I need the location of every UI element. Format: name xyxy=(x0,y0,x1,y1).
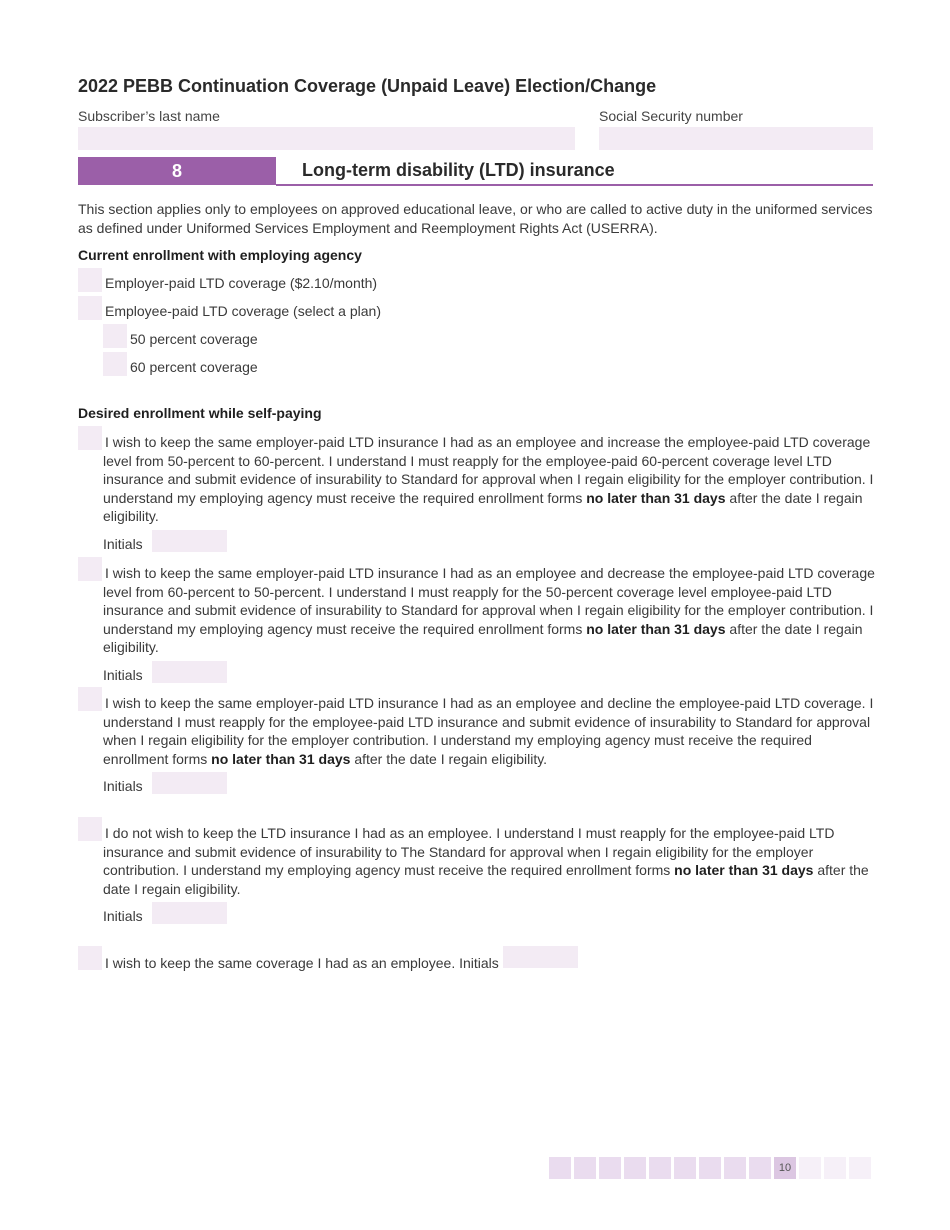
ssn-label: Social Security number xyxy=(599,108,743,124)
desired-enrollment-heading: Desired enrollment while self-paying xyxy=(78,405,322,421)
option-decrease-text: I wish to keep the same employer-paid LTD insurance I had as an employee and decrease the employee-paid LTD coverage level from 60-percent to 50-percent. I understand I must reapply for the 50-percent coverage level employee-paid LTD insurance and submit evidence of insurability to Standard for approval when I regain eligibility for the employer contribution. I understand my employing agency must receive the required enrollment forms no later than 31 days after the date I regain eligibility. xyxy=(103,565,875,656)
page-tab xyxy=(599,1157,621,1179)
plan-60-label: 60 percent coverage xyxy=(130,359,258,375)
plan-50-checkbox[interactable] xyxy=(103,324,127,348)
option-decline-checkbox[interactable] xyxy=(78,687,102,711)
page-tab xyxy=(749,1157,771,1179)
initials-field-3[interactable] xyxy=(152,772,227,794)
page-tab xyxy=(824,1157,846,1179)
option-terminate-checkbox[interactable] xyxy=(78,817,102,841)
section-number: 8 xyxy=(78,157,276,185)
page-tab xyxy=(674,1157,696,1179)
plan-60-checkbox[interactable] xyxy=(103,352,127,376)
employee-paid-checkbox[interactable] xyxy=(78,296,102,320)
initials-label: Initials xyxy=(103,778,143,794)
option-increase-checkbox[interactable] xyxy=(78,426,102,450)
option-decrease-checkbox[interactable] xyxy=(78,557,102,581)
page-tab xyxy=(624,1157,646,1179)
employee-paid-label: Employee-paid LTD coverage (select a plan) xyxy=(105,303,381,319)
option-decline-text: I wish to keep the same employer-paid LTD insurance I had as an employee and decline the employee-paid LTD coverage. I understand I must reapply for the employee-paid LTD insurance and submit evidence of insurability to Standard for approval when I regain eligibility for the employer contribution. I understand my employing agency must receive the required enrollment forms no later than 31 days after the date I regain eligibility. xyxy=(103,695,874,767)
page-indicator xyxy=(549,1157,871,1179)
option-increase-text: I wish to keep the same employer-paid LTD insurance I had as an employee and increase the employee-paid LTD coverage level from 50-percent to 60-percent. I understand I must reapply for the employee-paid 60-percent coverage level LTD insurance and submit evidence of insurability to Standard for approval when I regain eligibility for the employer contribution. I understand my employing agency must receive the required enrollment forms no later than 31 days after the date I regain eligibility. xyxy=(103,434,874,525)
employer-paid-label: Employer-paid LTD coverage ($2.10/month) xyxy=(105,275,378,291)
initials-label: Initials xyxy=(103,536,143,552)
section-divider xyxy=(276,184,873,186)
page-tab xyxy=(574,1157,596,1179)
plan-50-label: 50 percent coverage xyxy=(130,331,258,347)
page-number: 10 xyxy=(774,1157,796,1179)
page-tab xyxy=(724,1157,746,1179)
initials-label: Initials xyxy=(103,667,143,683)
page-tab xyxy=(649,1157,671,1179)
last-name-label: Subscriber’s last name xyxy=(78,108,220,124)
page-tab xyxy=(849,1157,871,1179)
option-keep-same-checkbox[interactable] xyxy=(78,946,102,970)
option-terminate-text: I do not wish to keep the LTD insurance I had as an employee. I understand I must reapply for the employee-paid LTD insurance and submit evidence of insurability to The Standard for approval when I regain eligibility for the employer contribution. I understand my employing agency must receive the required enrollment forms no later than 31 days after the date I regain eligibility. xyxy=(103,825,869,897)
option-keep-same-text: I wish to keep the same coverage I had as an employee. Initials xyxy=(105,955,499,971)
initials-field-4[interactable] xyxy=(152,902,227,924)
page-tab xyxy=(699,1157,721,1179)
section-intro: This section applies only to employees on approved educational leave, or who are called to active duty in the uniformed services as defined under Uniformed Services Employment and Reemployment Rights Act (USERRA). xyxy=(78,201,873,236)
ssn-field[interactable] xyxy=(599,127,873,150)
initials-field-1[interactable] xyxy=(152,530,227,552)
page-title: 2022 PEBB Continuation Coverage (Unpaid Leave) Election/Change xyxy=(78,76,657,96)
page-tab xyxy=(799,1157,821,1179)
initials-field-2[interactable] xyxy=(152,661,227,683)
initials-field-5[interactable] xyxy=(503,946,578,968)
employer-paid-checkbox[interactable] xyxy=(78,268,102,292)
current-enrollment-heading: Current enrollment with employing agency xyxy=(78,247,362,263)
section-title: Long-term disability (LTD) insurance xyxy=(302,160,615,180)
page-tab xyxy=(549,1157,571,1179)
initials-label: Initials xyxy=(103,908,143,924)
last-name-field[interactable] xyxy=(78,127,575,150)
